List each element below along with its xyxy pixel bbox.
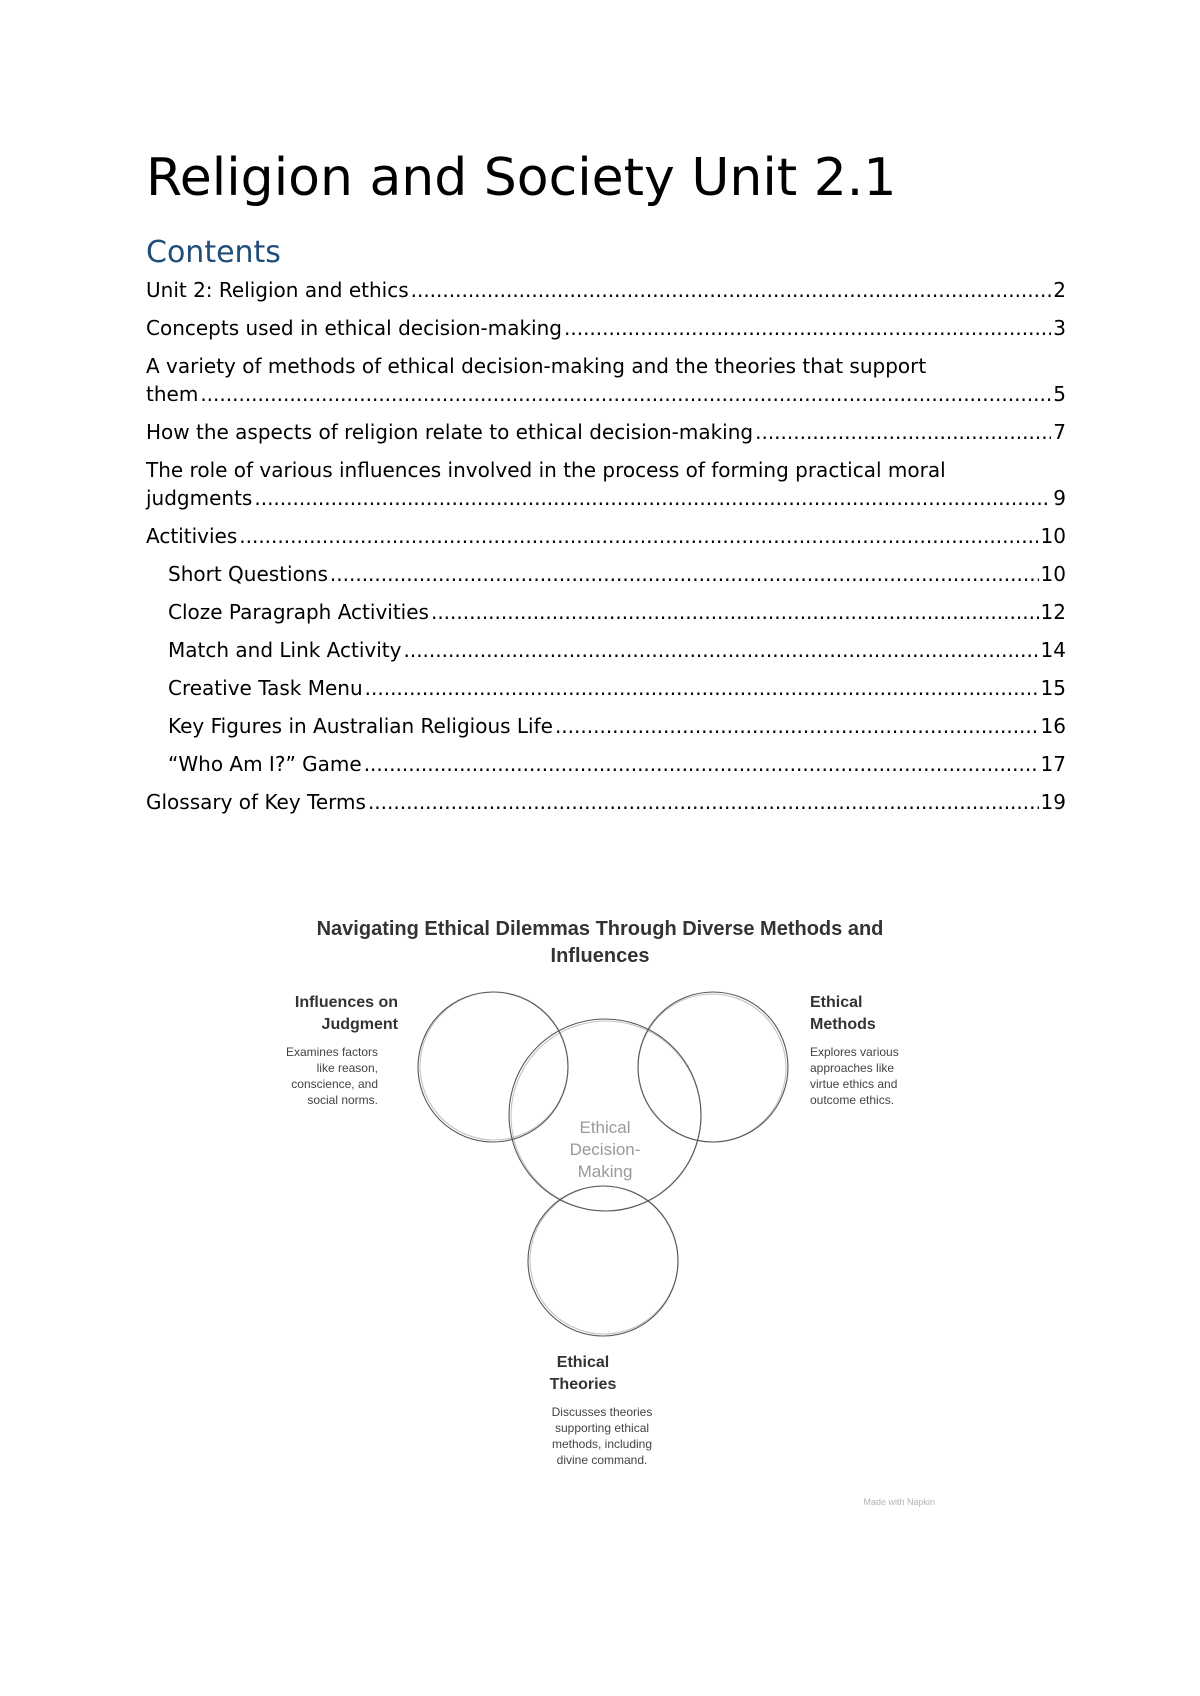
toc-entry[interactable] <box>146 598 1066 626</box>
toc-entry[interactable] <box>146 418 1066 446</box>
toc-page-number: 16 <box>1040 714 1066 738</box>
toc-dot-leader <box>368 788 1039 816</box>
toc-dot-leader <box>555 712 1039 740</box>
toc-page-number: 9 <box>1053 486 1066 510</box>
methods-heading-line1: Ethical <box>810 994 863 1011</box>
center-label-line2: Decision- <box>569 1140 641 1159</box>
venn-diagram-svg <box>260 905 960 1515</box>
toc-entry-text: judgments <box>146 486 253 510</box>
theories-heading-line1: Ethical <box>556 1354 610 1371</box>
center-label-line1: Ethical <box>579 1118 631 1137</box>
document-title: Religion and Society Unit 2.1 <box>146 148 897 208</box>
toc-entry-text: Concepts used in ethical decision-making <box>146 316 562 340</box>
toc-dot-leader <box>364 750 1039 778</box>
toc-entry-text: How the aspects of religion relate to ethical decision-making <box>146 420 754 444</box>
toc-dot-leader <box>403 636 1038 664</box>
toc-entry[interactable] <box>146 636 1066 664</box>
toc-entry-text: Glossary of Key Terms <box>146 790 366 814</box>
methods-desc-line3: virtue ethics and <box>810 1077 898 1091</box>
influences-heading-line1: Influences on <box>294 994 398 1011</box>
toc-entry[interactable] <box>146 560 1066 588</box>
toc-entry[interactable] <box>146 750 1066 778</box>
venn-diagram <box>260 905 960 1515</box>
contents-heading: Contents <box>146 235 281 270</box>
toc-dot-leader <box>411 276 1052 304</box>
diagram-title-line2: Influences <box>550 945 650 967</box>
toc-dot-leader <box>254 484 1051 512</box>
influences-desc-line1: Examines factors <box>285 1045 378 1059</box>
methods-desc-line2: approaches like <box>810 1061 895 1075</box>
theories-desc-line4: divine command. <box>556 1453 648 1467</box>
toc-page-number: 17 <box>1040 752 1066 776</box>
toc-page-number: 5 <box>1053 382 1066 406</box>
toc-dot-leader <box>431 598 1039 626</box>
influences-desc-line2: like reason, <box>316 1061 378 1075</box>
center-label-line3: Making <box>577 1162 633 1181</box>
toc-dot-leader <box>365 674 1039 702</box>
toc-entry[interactable] <box>146 674 1066 702</box>
toc-page-number: 2 <box>1053 278 1066 302</box>
toc-entry-text-line1: The role of various influences involved in the process of forming practical moral <box>146 458 946 482</box>
influences-desc-line3: conscience, and <box>291 1077 378 1091</box>
toc-entry-text: “Who Am I?” Game <box>168 752 362 776</box>
theories-desc-line1: Discusses theories <box>551 1405 653 1419</box>
toc-entry[interactable] <box>146 788 1066 816</box>
toc-dot-leader <box>564 314 1051 342</box>
toc-entry-text: Actitivies <box>146 524 238 548</box>
toc-page-number: 12 <box>1040 600 1066 624</box>
toc-entry[interactable] <box>146 456 1066 512</box>
toc-entry[interactable] <box>146 522 1066 550</box>
influences-desc-line4: social norms. <box>307 1093 378 1107</box>
toc-page-number: 10 <box>1040 524 1066 548</box>
toc-entry[interactable] <box>146 276 1066 304</box>
toc-entry-text-line1: A variety of methods of ethical decision-making and the theories that support <box>146 354 927 378</box>
toc-entry[interactable] <box>146 352 1066 408</box>
toc-page-number: 19 <box>1040 790 1066 814</box>
toc-entry-text: Key Figures in Australian Religious Life <box>168 714 553 738</box>
toc-entry-text: Cloze Paragraph Activities <box>168 600 429 624</box>
toc-entry-text: Creative Task Menu <box>168 676 363 700</box>
theories-desc-line3: methods, including <box>551 1437 653 1451</box>
toc-entry[interactable] <box>146 712 1066 740</box>
napkin-watermark: Made with Napkin <box>863 1497 935 1507</box>
toc-dot-leader <box>755 418 1051 446</box>
toc-entry-text: them <box>146 382 199 406</box>
toc-page-number: 14 <box>1040 638 1066 662</box>
theories-desc-line2: supporting ethical <box>554 1421 650 1435</box>
methods-desc-line4: outcome ethics. <box>810 1093 895 1107</box>
toc-entry-text: Short Questions <box>168 562 328 586</box>
toc-entry-text: Match and Link Activity <box>168 638 402 662</box>
toc-dot-leader <box>200 380 1051 408</box>
diagram-title-line1: Navigating Ethical Dilemmas Through Diverse Methods and <box>316 918 884 940</box>
toc-dot-leader <box>330 560 1039 588</box>
toc-entry[interactable] <box>146 314 1066 342</box>
influences-heading-line2: Judgment <box>321 1016 398 1033</box>
toc-page-number: 15 <box>1040 676 1066 700</box>
methods-heading-line2: Methods <box>810 1016 876 1033</box>
methods-desc-line1: Explores various <box>810 1045 899 1059</box>
toc-page-number: 3 <box>1053 316 1066 340</box>
toc-dot-leader <box>239 522 1038 550</box>
toc-page-number: 10 <box>1040 562 1066 586</box>
toc-page-number: 7 <box>1053 420 1066 444</box>
theories-heading-line2: Theories <box>549 1376 617 1393</box>
toc-entry-text: Unit 2: Religion and ethics <box>146 278 409 302</box>
